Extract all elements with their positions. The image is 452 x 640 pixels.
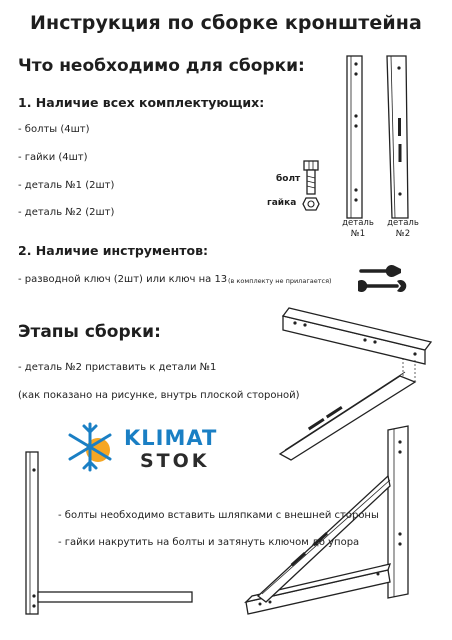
part2-drawing xyxy=(382,54,414,224)
parts-item-bolts: - болты (4шт) xyxy=(18,124,90,135)
part1-caption-line2: №1 xyxy=(350,229,366,239)
parts-item-part1: - деталь №1 (2шт) xyxy=(18,180,115,191)
needed-heading: Что необходимо для сборки: xyxy=(18,56,305,76)
nut-label: гайка xyxy=(267,198,297,208)
tools-item: - разводной ключ (2шт) или ключ на 13 xyxy=(18,274,228,285)
bracket-assembled-diagram xyxy=(240,424,440,624)
logo-line2: STOK xyxy=(140,450,210,472)
part2-caption-line1: деталь xyxy=(387,218,419,228)
tools-note: (в комплекту не прилагается) xyxy=(228,277,332,285)
wrench-icon xyxy=(355,265,407,293)
parts-item-nuts: - гайки (4шт) xyxy=(18,152,88,163)
bracket-side-diagram xyxy=(22,450,198,620)
nut-icon xyxy=(302,197,320,211)
parts-item-part2: - деталь №2 (2шт) xyxy=(18,207,115,218)
part1-drawing xyxy=(340,54,370,224)
stage-step1: - деталь №2 приставить к детали №1 xyxy=(18,362,217,373)
stage-step3: - гайки накрутить на болты и затянуть ключом до упора xyxy=(58,537,360,548)
parts-heading: 1. Наличие всех комплектующих: xyxy=(18,95,265,110)
stage-step2: - болты необходимо вставить шляпками с внешней стороны xyxy=(58,510,379,521)
page-title: Инструкция по сборке кронштейна xyxy=(30,12,422,34)
stages-heading: Этапы сборки: xyxy=(18,322,161,342)
bolt-label: болт xyxy=(276,174,301,184)
logo-line1: KLIMAT xyxy=(124,426,218,450)
part1-caption-line1: деталь xyxy=(342,218,374,228)
stage-step1-note: (как показано на рисунке, внутрь плоской стороной) xyxy=(18,390,300,401)
tools-heading: 2. Наличие инструментов: xyxy=(18,243,208,258)
part2-caption-line2: №2 xyxy=(395,229,411,239)
assembly-diagram xyxy=(275,302,445,442)
